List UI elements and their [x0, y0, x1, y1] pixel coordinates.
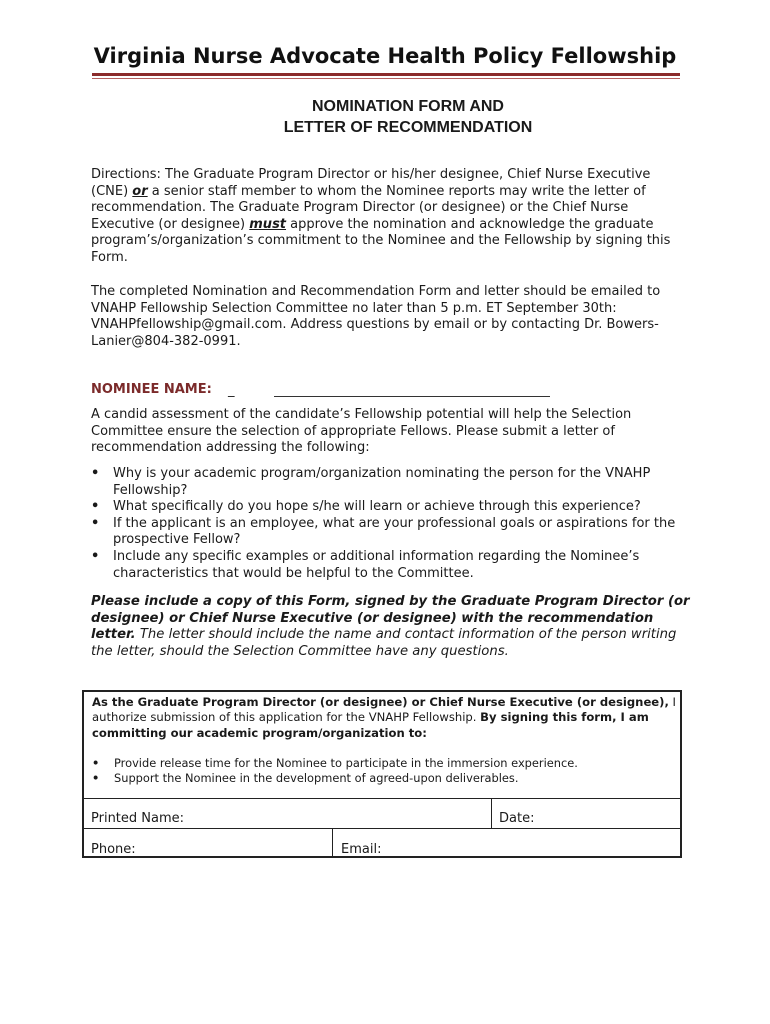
directions-text-1: Directions: The Graduate Program Director or his/her designee, Chief Nurse Executive (CNE) — [91, 167, 651, 199]
nominee-name-field[interactable] — [274, 396, 550, 397]
directions-text-3: approve the nomination and acknowledge the graduate program’s/organization’s commitment to the Nominee and the Fellowship by signing this Form. — [91, 216, 671, 265]
list-item: • Why is your academic program/organization nominating the person for the VNAHP Fellowship? — [91, 466, 691, 499]
nominee-name-label: NOMINEE NAME: — [91, 382, 212, 397]
list-item: • Provide release time for the Nominee to participate in the immersion experience. — [92, 756, 672, 771]
subtitle-line-2: LETTER OF RECOMMENDATION — [283, 119, 533, 136]
instruction-bold: Please include a copy of this Form, signed by the Graduate Program Director (or designee) or Chief Nurse Executive (or designee) with the recommendation letter. — [91, 594, 690, 643]
directions-text-2: a senior staff member to whom the Nominee reports may write the letter of recommendation. The Graduate Program Director (or designee) or the Chief Nurse Executive (or designee) — [91, 183, 646, 232]
authorization-box — [82, 690, 682, 858]
authorization-statement — [92, 695, 677, 741]
phone-field[interactable]: Phone: — [91, 842, 136, 857]
fields-divider-middle — [84, 828, 680, 829]
fields-divider-top — [84, 798, 680, 799]
date-field[interactable]: Date: — [499, 811, 535, 826]
title-rule-thick — [92, 73, 680, 76]
list-item: • What specifically do you hope s/he will learn or achieve through this experience? — [91, 499, 691, 516]
form-subtitle — [80, 96, 736, 138]
printed-name-field[interactable]: Printed Name: — [91, 811, 185, 826]
authorization-bold-2: By signing this form, I am committing our academic program/organization to: — [92, 710, 649, 740]
commitments-list — [92, 756, 672, 786]
instruction-italic: The letter should include the name and contact information of the person writing the letter, should the Selection Committee have any questions. — [91, 627, 677, 659]
printed-date-separator — [491, 798, 492, 828]
title-rule-thin — [92, 78, 680, 79]
instruction-paragraph — [91, 594, 691, 660]
questions-list — [91, 466, 691, 582]
directions-or-emphasis: or — [132, 183, 148, 199]
subtitle-line-1: NOMINATION FORM AND — [312, 98, 504, 115]
assessment-paragraph: A candid assessment of the candidate’s Fellowship potential will help the Selection Committee ensure the selection of appropriate Fellows. Please submit a letter of recommendation addressing the following: — [91, 407, 632, 456]
list-item: • If the applicant is an employee, what are your professional goals or aspirations for the prospective Fellow? — [91, 516, 691, 549]
authorization-normal: I authorize submission of this application for the VNAHP Fellowship. — [92, 695, 676, 725]
document-title: Virginia Nurse Advocate Health Policy Fellowship — [93, 44, 677, 68]
list-item: • Support the Nominee in the development of agreed-upon deliverables. — [92, 771, 672, 786]
email-field[interactable]: Email: — [341, 842, 382, 857]
nominee-name-underscore: _ — [228, 383, 235, 398]
directions-paragraph — [91, 167, 691, 267]
directions-must-emphasis: must — [249, 216, 287, 232]
list-item: • Include any specific examples or additional information regarding the Nominee’s characteristics that would be helpful to the Committee. — [91, 549, 691, 582]
submission-paragraph: The completed Nomination and Recommendation Form and letter should be emailed to VNAHP Fellowship Selection Committee no later than 5 p.m. ET September 30th: VNAHPfellowship@gmail.com. Address questions by email or by contacting Dr. Bowers-Lanier@804-382-0991. — [91, 284, 661, 349]
phone-email-separator — [332, 828, 333, 858]
authorization-bold-1: As the Graduate Program Director (or designee) or Chief Nurse Executive (or designee), — [92, 695, 669, 709]
